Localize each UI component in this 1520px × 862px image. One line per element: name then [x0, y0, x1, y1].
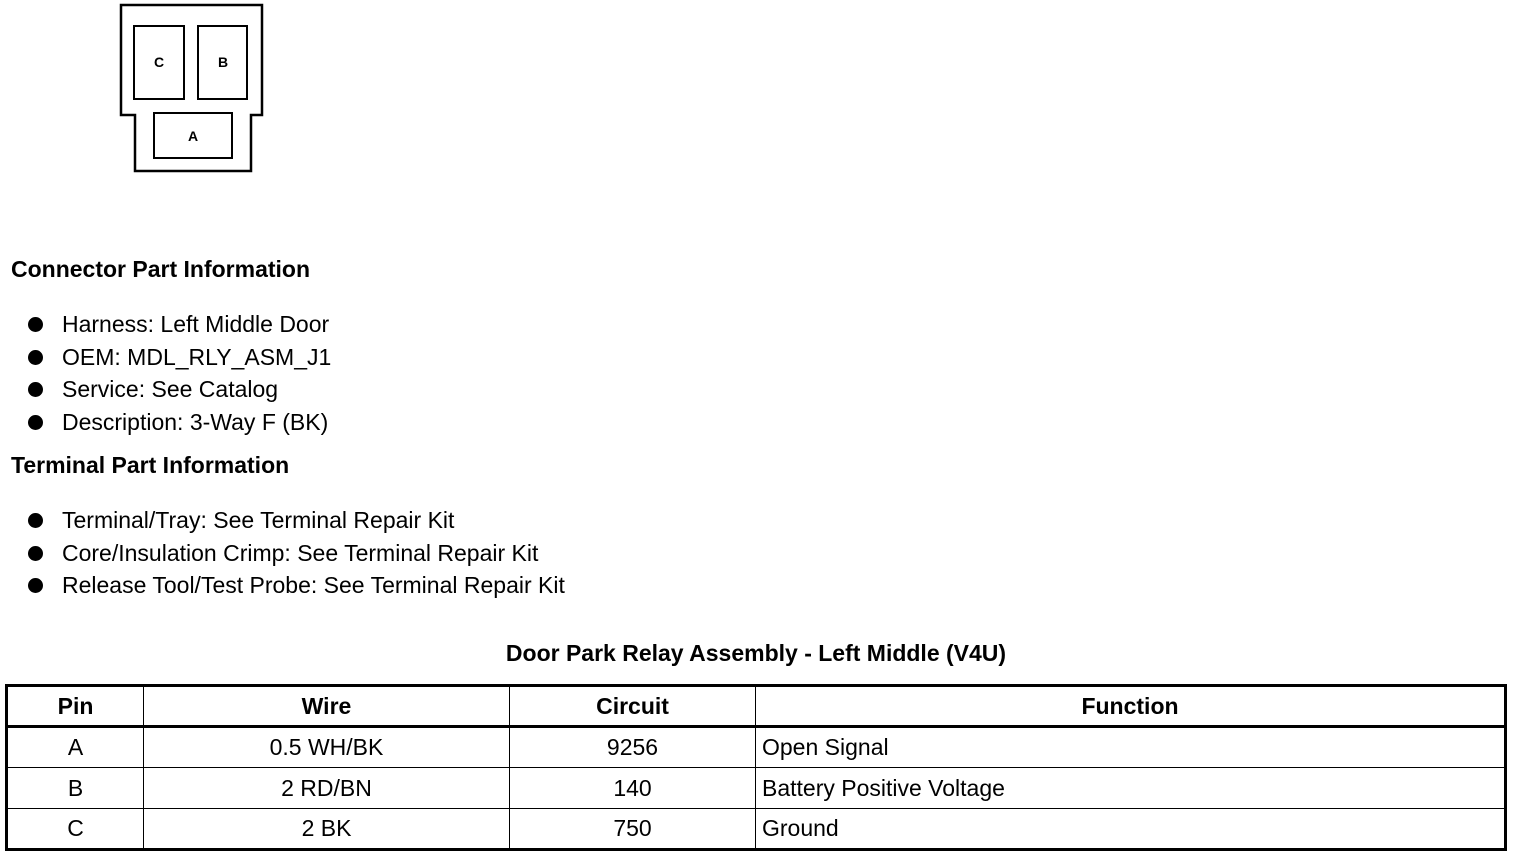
pin-cell: A [7, 727, 144, 768]
cavity-label-a: A [187, 128, 199, 144]
column-header-circuit: Circuit [510, 686, 756, 727]
pin-cell: C [7, 809, 144, 850]
connector-outline [121, 5, 262, 171]
wire-cell: 2 BK [144, 809, 510, 850]
list-item: Description: 3-Way F (BK) [28, 406, 331, 439]
list-item: Core/Insulation Crimp: See Terminal Repair Kit [28, 537, 565, 570]
list-item: Release Tool/Test Probe: See Terminal Repair Kit [28, 569, 565, 602]
pinout-table [5, 684, 1507, 851]
bullet-icon [28, 578, 43, 593]
bullet-icon [28, 382, 43, 397]
function-cell: Ground [756, 809, 1506, 850]
wire-cell: 0.5 WH/BK [144, 727, 510, 768]
pin-cell: B [7, 768, 144, 809]
column-header-pin: Pin [7, 686, 144, 727]
connector-info-list [28, 308, 331, 439]
pinout-table-title: Door Park Relay Assembly - Left Middle (V4U) [505, 640, 1007, 666]
bullet-icon [28, 415, 43, 430]
function-cell: Open Signal [756, 727, 1506, 768]
function-cell: Battery Positive Voltage [756, 768, 1506, 809]
connector-info-heading: Connector Part Information [11, 256, 311, 282]
bullet-icon [28, 513, 43, 528]
connector-face-diagram [118, 3, 268, 175]
list-item: Harness: Left Middle Door [28, 308, 331, 341]
terminal-info-heading: Terminal Part Information [11, 452, 290, 478]
list-item: OEM: MDL_RLY_ASM_J1 [28, 341, 331, 374]
list-item: Terminal/Tray: See Terminal Repair Kit [28, 504, 565, 537]
circuit-cell: 750 [510, 809, 756, 850]
cavity-label-c: C [153, 54, 165, 70]
bullet-icon [28, 350, 43, 365]
table-row [7, 727, 1506, 768]
bullet-icon [28, 317, 43, 332]
column-header-wire: Wire [144, 686, 510, 727]
circuit-cell: 140 [510, 768, 756, 809]
column-header-function: Function [756, 686, 1506, 727]
table-row [7, 809, 1506, 850]
terminal-info-list [28, 504, 565, 602]
list-item: Service: See Catalog [28, 373, 331, 406]
bullet-icon [28, 546, 43, 561]
table-row [7, 768, 1506, 809]
wire-cell: 2 RD/BN [144, 768, 510, 809]
cavity-label-b: B [217, 54, 229, 70]
circuit-cell: 9256 [510, 727, 756, 768]
table-header-row [7, 686, 1506, 727]
